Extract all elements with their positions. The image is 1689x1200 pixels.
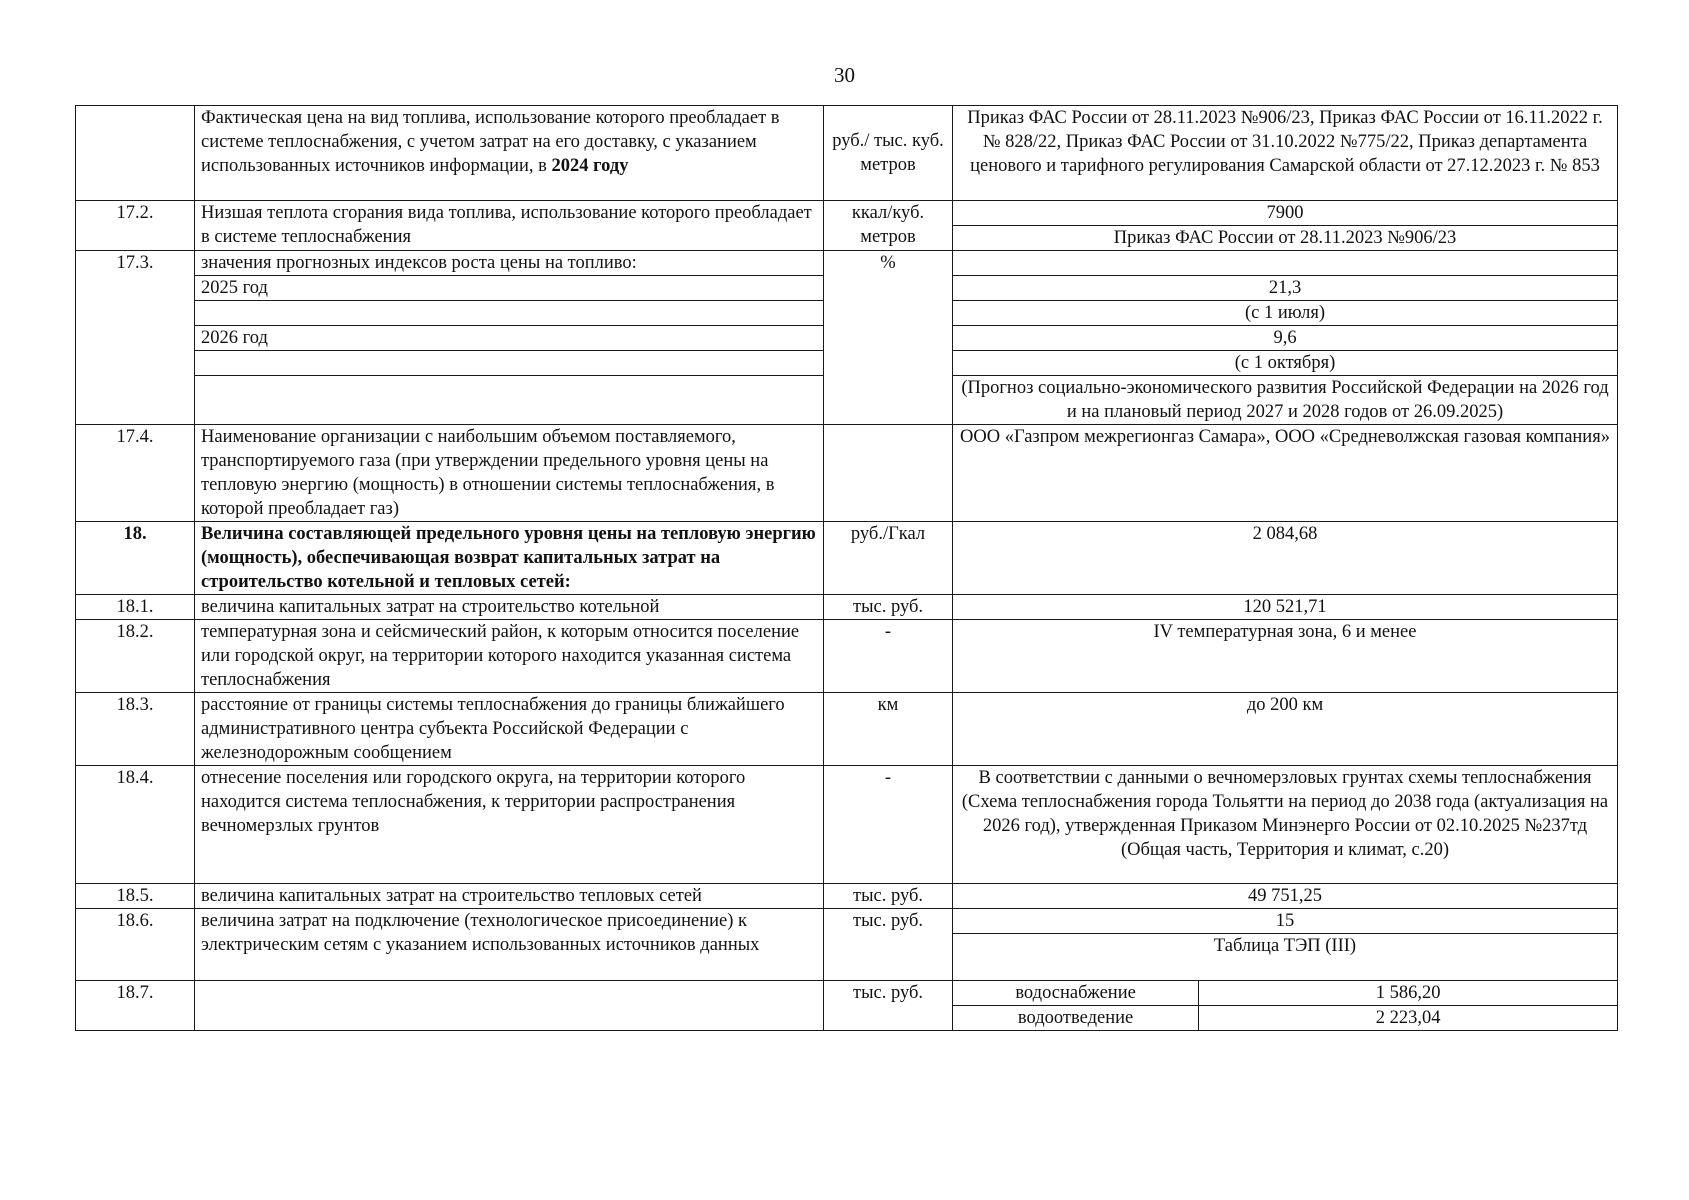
row-number: 18. — [76, 522, 195, 595]
value-source: Приказ ФАС России от 28.11.2023 №906/23 — [953, 225, 1617, 250]
row-value: ООО «Газпром межрегионгаз Самара», ООО «Средневолжская газовая компания» — [953, 425, 1618, 522]
water-supply-label: водоснабжение — [1015, 983, 1136, 1003]
row-name: Величина составляющей предельного уровня цены на тепловую энергию (мощность), обеспечивающая возврат капитальных затрат на строительство котельной и тепловых сетей: — [195, 522, 824, 595]
row-value: Приказ ФАС России от 28.11.2023 №906/23, Приказ ФАС России от 16.11.2022 г. № 828/22, Приказ ФАС России от 31.10.2022 №775/22, Приказ департамента ценового и тарифного регулирования Самарской области от 27.12.2023 г. № 853 — [953, 106, 1618, 201]
row-name: величина капитальных затрат на строительство тепловых сетей — [195, 884, 824, 909]
table-row — [76, 425, 1618, 522]
row-name: расстояние от границы системы теплоснабжения до границы ближайшего административного центра субъекта Российской Федерации с железнодорожным сообщением — [195, 693, 824, 766]
row-value: 120 521,71 — [953, 595, 1618, 620]
value-2025-from: (с 1 июля) — [953, 300, 1617, 325]
row-number: 18.5. — [76, 884, 195, 909]
row-number: 18.4. — [76, 766, 195, 884]
water-disposal-row — [953, 1006, 1617, 1031]
row-name-year: 2024 году — [551, 156, 629, 176]
row-unit: - — [824, 766, 953, 884]
row-unit: тыс. руб. — [824, 909, 953, 981]
row-name: величина капитальных затрат на строительство котельной — [195, 595, 824, 620]
row-number: 18.1. — [76, 595, 195, 620]
row-value: В соответствии с данными о вечномерзловых грунтах схемы теплоснабжения (Схема теплоснабжения города Тольятти на период до 2038 года (актуализация на 2026 год), утвержденная Приказом Минэнерго России от 02.10.2025 №237тд (Общая часть, Территория и климат, с.20) — [953, 766, 1618, 884]
row-number: 18.7. — [76, 981, 195, 1031]
row-name: отнесение поселения или городского округа, на территории которого находится система теплоснабжения, к территории распространения вечномерзлых грунтов — [195, 766, 824, 884]
row-value — [953, 909, 1618, 981]
row-number: 18.6. — [76, 909, 195, 981]
row-name — [195, 981, 824, 1031]
row-name: величина затрат на подключение (технологическое присоединение) к электрическим сетям с указанием использованных источников данных — [195, 909, 824, 981]
row-value — [953, 251, 1618, 425]
empty-line — [195, 350, 823, 375]
table-row — [76, 620, 1618, 693]
empty-line — [953, 251, 1617, 275]
row-number: 17.2. — [76, 201, 195, 251]
row-number — [76, 106, 195, 201]
value-2026: 9,6 — [953, 325, 1617, 350]
value-2025: 21,3 — [953, 275, 1617, 300]
table-row — [76, 106, 1618, 201]
tariff-parameters-table — [75, 105, 1618, 1031]
row-value: IV температурная зона, 6 и менее — [953, 620, 1618, 693]
row-unit: тыс. руб. — [824, 981, 953, 1031]
value-connection-cost: 15 — [1275, 911, 1295, 931]
water-supply-row — [953, 981, 1617, 1006]
table-row — [76, 693, 1618, 766]
row-value: до 200 км — [953, 693, 1618, 766]
table-row — [76, 766, 1618, 884]
row-value — [953, 981, 1618, 1031]
row-name: Наименование организации с наибольшим объемом поставляемого, транспортируемого газа (при утверждении предельного уровня цены на тепловую энергию (мощность) в отношении системы теплоснабжения, в которой преобладает газ) — [195, 425, 824, 522]
value-source: Таблица ТЭП (III) — [953, 933, 1617, 980]
table-row — [76, 981, 1618, 1031]
row-unit: руб./ тыс. куб. метров — [824, 106, 953, 201]
empty-line — [195, 300, 823, 325]
row-name: температурная зона и сейсмический район, к которым относится поселение или городской округ, на территории которого находится указанная система теплоснабжения — [195, 620, 824, 693]
table-row — [76, 884, 1618, 909]
row-name — [195, 251, 824, 425]
row-number: 17.3. — [76, 251, 195, 425]
water-disposal-label: водоотведение — [953, 1006, 1199, 1031]
table-row — [76, 201, 1618, 251]
row-unit: - — [824, 620, 953, 693]
row-unit: руб./Гкал — [824, 522, 953, 595]
row-unit: тыс. руб. — [824, 884, 953, 909]
value-source: (Прогноз социально-экономического развития Российской Федерации на 2026 год и на плановый период 2027 и 2028 годов от 26.09.2025) — [953, 375, 1617, 424]
row-number: 17.4. — [76, 425, 195, 522]
row-value: 2 084,68 — [953, 522, 1618, 595]
row-name-text: значения прогнозных индексов роста цены на топливо: — [201, 253, 637, 273]
water-disposal-value: 2 223,04 — [1199, 1006, 1617, 1031]
page-number: 30 — [834, 63, 855, 87]
row-unit: ккал/куб. метров — [824, 201, 953, 251]
row-number: 18.3. — [76, 693, 195, 766]
year-2026-label: 2026 год — [195, 325, 823, 350]
empty-line — [195, 375, 823, 423]
row-unit: % — [824, 251, 953, 425]
table-row — [76, 522, 1618, 595]
row-name-text: Фактическая цена на вид топлива, использование которого преобладает в системе теплоснабжения, с учетом затрат на его доставку, с указанием использованных источников информации, в — [201, 108, 780, 176]
value-low-heat: 7900 — [1266, 203, 1304, 223]
row-unit: тыс. руб. — [824, 595, 953, 620]
table-row — [76, 251, 1618, 425]
value-2026-from: (с 1 октября) — [953, 350, 1617, 375]
row-name: Низшая теплота сгорания вида топлива, использование которого преобладает в системе теплоснабжения — [195, 201, 824, 251]
row-value — [953, 201, 1618, 251]
row-value: 49 751,25 — [953, 884, 1618, 909]
water-supply-value: 1 586,20 — [1199, 981, 1617, 1006]
table-row — [76, 909, 1618, 981]
row-name — [195, 106, 824, 201]
row-unit — [824, 425, 953, 522]
year-2025-label: 2025 год — [195, 275, 823, 300]
water-costs-table — [953, 981, 1617, 1030]
row-number: 18.2. — [76, 620, 195, 693]
row-unit: км — [824, 693, 953, 766]
table-row — [76, 595, 1618, 620]
